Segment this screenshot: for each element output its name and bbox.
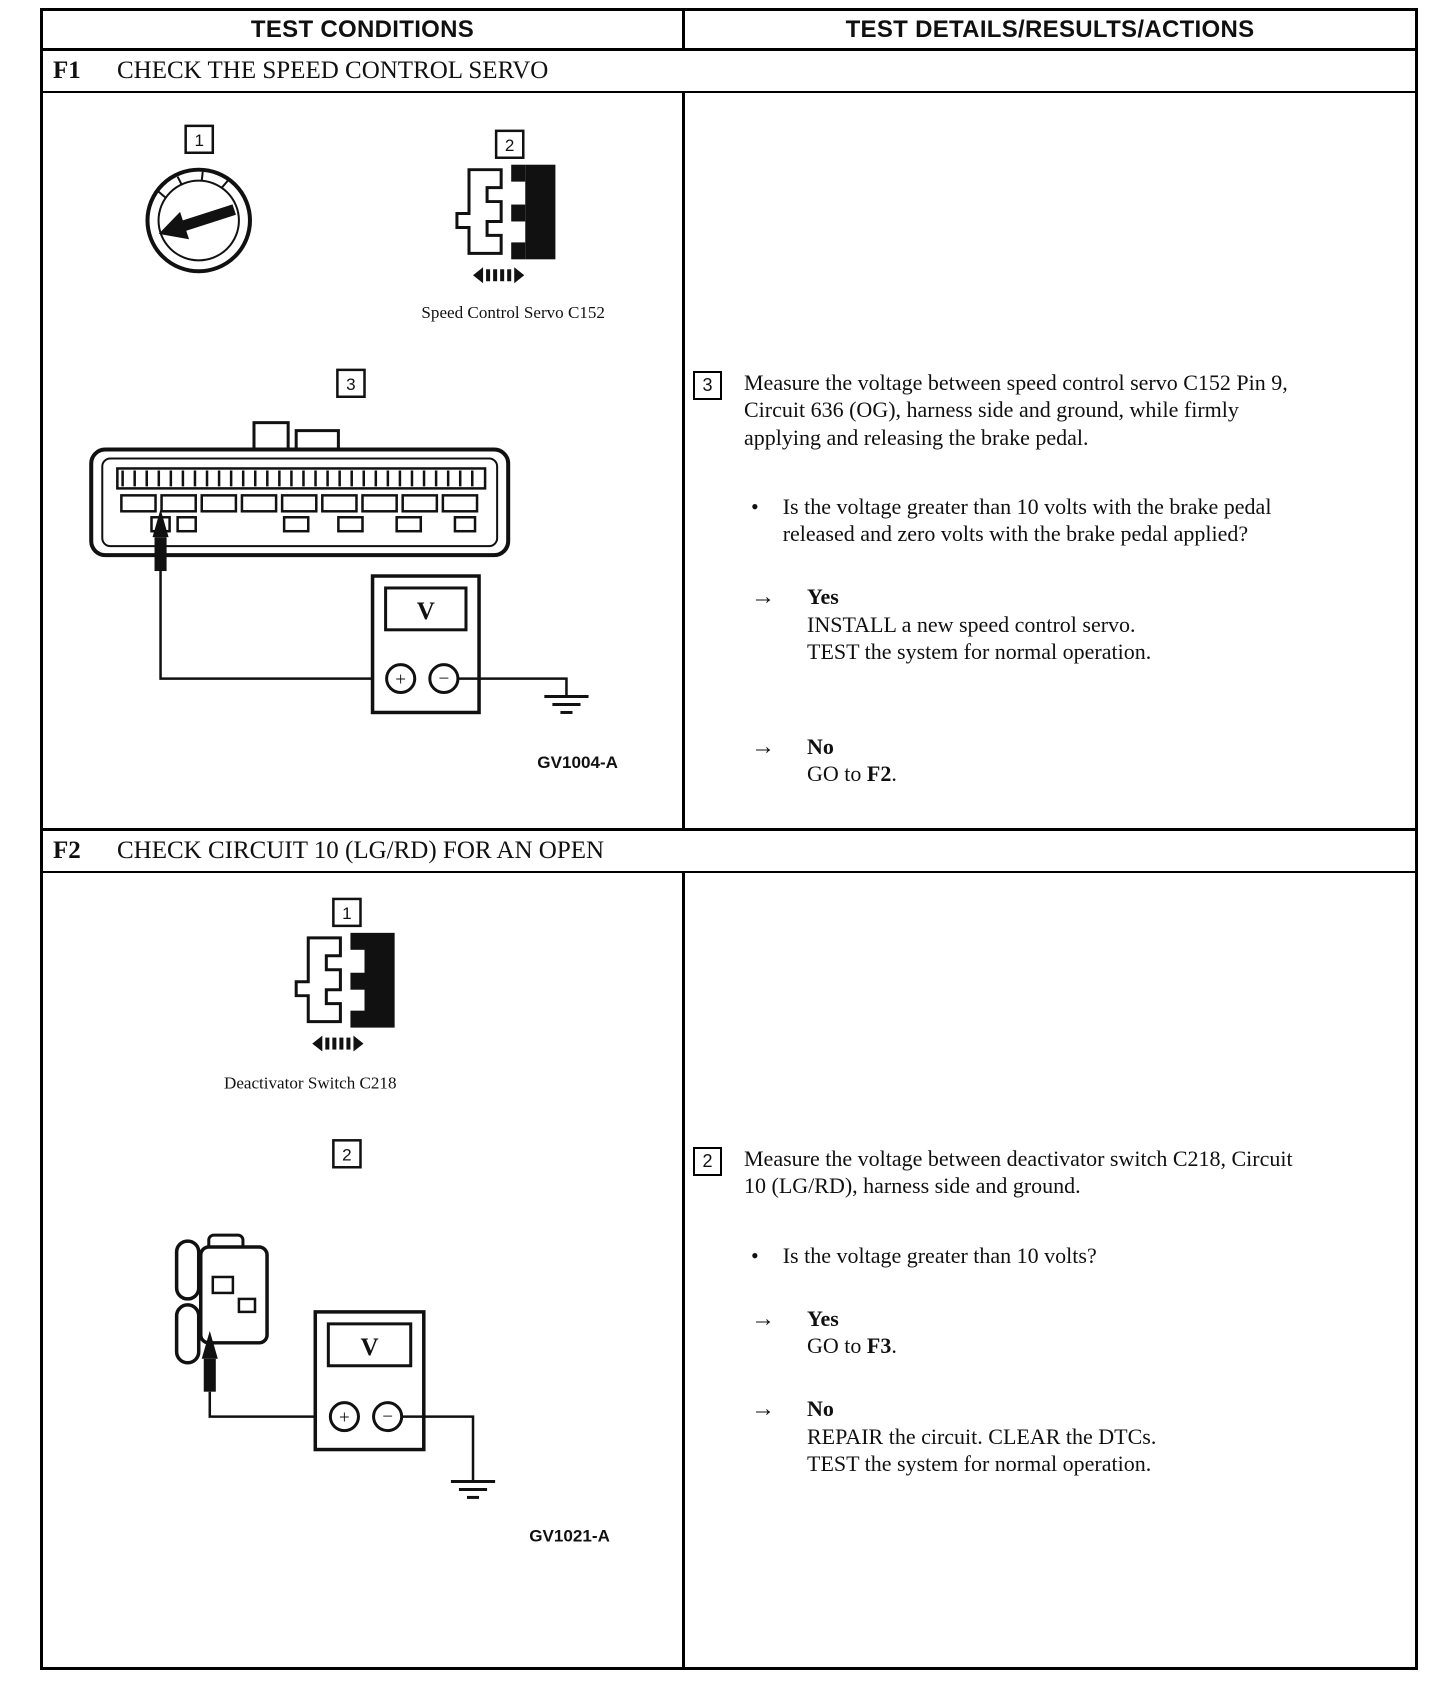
f2-result-no xyxy=(693,1395,1387,1477)
result-body xyxy=(807,583,1151,665)
result-label-yes: Yes xyxy=(807,1305,839,1331)
callout-3-box xyxy=(337,370,364,397)
action-text: REPAIR the circuit. CLEAR the DTCs. xyxy=(807,1423,1157,1449)
diagnostic-table xyxy=(40,8,1418,1670)
servo-connector-icon xyxy=(457,165,555,284)
action-text: INSTALL a new speed control servo. xyxy=(807,611,1136,637)
f2-test-conditions-cell xyxy=(43,873,685,1667)
key-position-arrow-icon xyxy=(154,196,238,248)
svg-text:2: 2 xyxy=(342,1145,352,1165)
svg-text:3: 3 xyxy=(346,374,356,394)
section-f2-body xyxy=(43,873,1415,1667)
section-id-f2: F2 xyxy=(53,837,81,864)
section-header-f1 xyxy=(43,51,1415,93)
arrow-right-icon: → xyxy=(751,1396,775,1423)
disconnect-arrow-icon xyxy=(473,267,524,283)
step-number-box: 3 xyxy=(693,371,722,400)
f2-figure xyxy=(43,873,682,1667)
callout-2-box xyxy=(496,131,523,158)
result-label-no: No xyxy=(807,1396,834,1422)
f2-question xyxy=(693,1242,1387,1269)
result-label-no: No xyxy=(807,734,834,760)
figure-id-label: GV1021-A xyxy=(529,1526,610,1546)
f2-test-details-cell xyxy=(685,873,1415,1667)
minus-terminal: − xyxy=(438,668,450,690)
result-action-line xyxy=(807,760,897,787)
f1-result-yes xyxy=(693,583,1387,665)
result-body xyxy=(807,733,897,788)
f1-figure xyxy=(43,93,682,828)
action-text: GO to xyxy=(807,1333,867,1359)
result-action-line xyxy=(807,1423,1156,1450)
f1-question xyxy=(693,493,1387,548)
action-text-bold: F2 xyxy=(866,761,892,787)
result-body xyxy=(807,1395,1156,1477)
arrow-right-icon: → xyxy=(751,734,775,761)
result-label-yes: Yes xyxy=(807,584,839,610)
action-text: . xyxy=(891,761,897,787)
step-number-box: 2 xyxy=(693,1147,722,1176)
arrow-right-icon: → xyxy=(751,584,775,611)
action-text: TEST the system for normal operation. xyxy=(807,1450,1152,1476)
section-header-f2 xyxy=(43,831,1415,873)
callout-2-box xyxy=(333,1140,360,1167)
question-text: Is the voltage greater than 10 volts? xyxy=(782,1242,1097,1268)
f1-step xyxy=(693,369,1387,451)
action-text-bold: F3 xyxy=(866,1333,892,1359)
test-lead-wire xyxy=(161,571,387,679)
deactivator-connector-icon xyxy=(296,933,394,1052)
section-id-f1: F1 xyxy=(53,57,81,84)
callout-1-box xyxy=(333,899,360,926)
action-text: . xyxy=(891,1333,897,1359)
voltmeter-icon xyxy=(315,1312,424,1450)
test-lead-wire xyxy=(210,1392,331,1417)
column-header-test-details: TEST DETAILS/RESULTS/ACTIONS xyxy=(845,15,1255,43)
arrow-right-icon: → xyxy=(751,1305,775,1332)
step-instruction: Measure the voltage between speed control servo C152 Pin 9, Circuit 636 (OG), harness side and ground, while firmly applying and releasing the brake pedal. xyxy=(744,370,1288,450)
svg-text:1: 1 xyxy=(194,130,204,150)
deactivator-connector-caption: Deactivator Switch C218 xyxy=(224,1073,397,1093)
deactivator-switch-connector-diagram xyxy=(177,1235,267,1392)
ground-symbol-icon xyxy=(544,697,588,713)
ignition-switch-icon xyxy=(147,170,249,272)
section-title-f1: CHECK THE SPEED CONTROL SERVO xyxy=(117,57,549,84)
result-body xyxy=(807,1305,897,1360)
result-action-line xyxy=(807,1332,897,1359)
callout-1-box xyxy=(186,126,213,153)
action-text: GO to xyxy=(807,761,867,787)
voltmeter-display: V xyxy=(360,1333,379,1361)
pin-row xyxy=(121,495,477,511)
result-action-line xyxy=(807,611,1151,638)
step-instruction: Measure the voltage between deactivator switch C218, Circuit 10 (LG/RD), harness side and ground. xyxy=(744,1146,1293,1199)
plus-terminal: + xyxy=(395,669,407,691)
voltmeter-display: V xyxy=(416,597,435,625)
servo-connector-caption: Speed Control Servo C152 xyxy=(421,303,605,323)
result-action-line xyxy=(807,1450,1156,1477)
section-title-f2: CHECK CIRCUIT 10 (LG/RD) FOR AN OPEN xyxy=(117,837,605,864)
f1-test-details-cell xyxy=(685,93,1415,828)
section-f1-body xyxy=(43,93,1415,831)
plus-terminal: + xyxy=(339,1407,350,1429)
bullet-icon: • xyxy=(751,493,759,519)
action-text: TEST the system for normal operation. xyxy=(807,638,1152,664)
f2-step xyxy=(693,1145,1387,1200)
svg-text:1: 1 xyxy=(342,903,352,923)
disconnect-arrow-icon xyxy=(312,1036,363,1052)
f2-result-yes xyxy=(693,1305,1387,1360)
svg-text:2: 2 xyxy=(504,135,515,155)
voltmeter-icon xyxy=(373,576,480,712)
column-header-test-conditions: TEST CONDITIONS xyxy=(43,11,685,48)
bullet-icon: • xyxy=(751,1242,759,1268)
table-header-row xyxy=(43,11,1415,51)
f1-result-no xyxy=(693,733,1387,788)
f1-test-conditions-cell xyxy=(43,93,685,828)
figure-id-label: GV1004-A xyxy=(537,753,619,773)
question-text: Is the voltage greater than 10 volts with the brake pedal released and zero volts with the brake pedal applied? xyxy=(782,493,1272,547)
minus-terminal: − xyxy=(382,1406,394,1428)
ground-symbol-icon xyxy=(451,1481,495,1497)
result-action-line xyxy=(807,638,1151,665)
